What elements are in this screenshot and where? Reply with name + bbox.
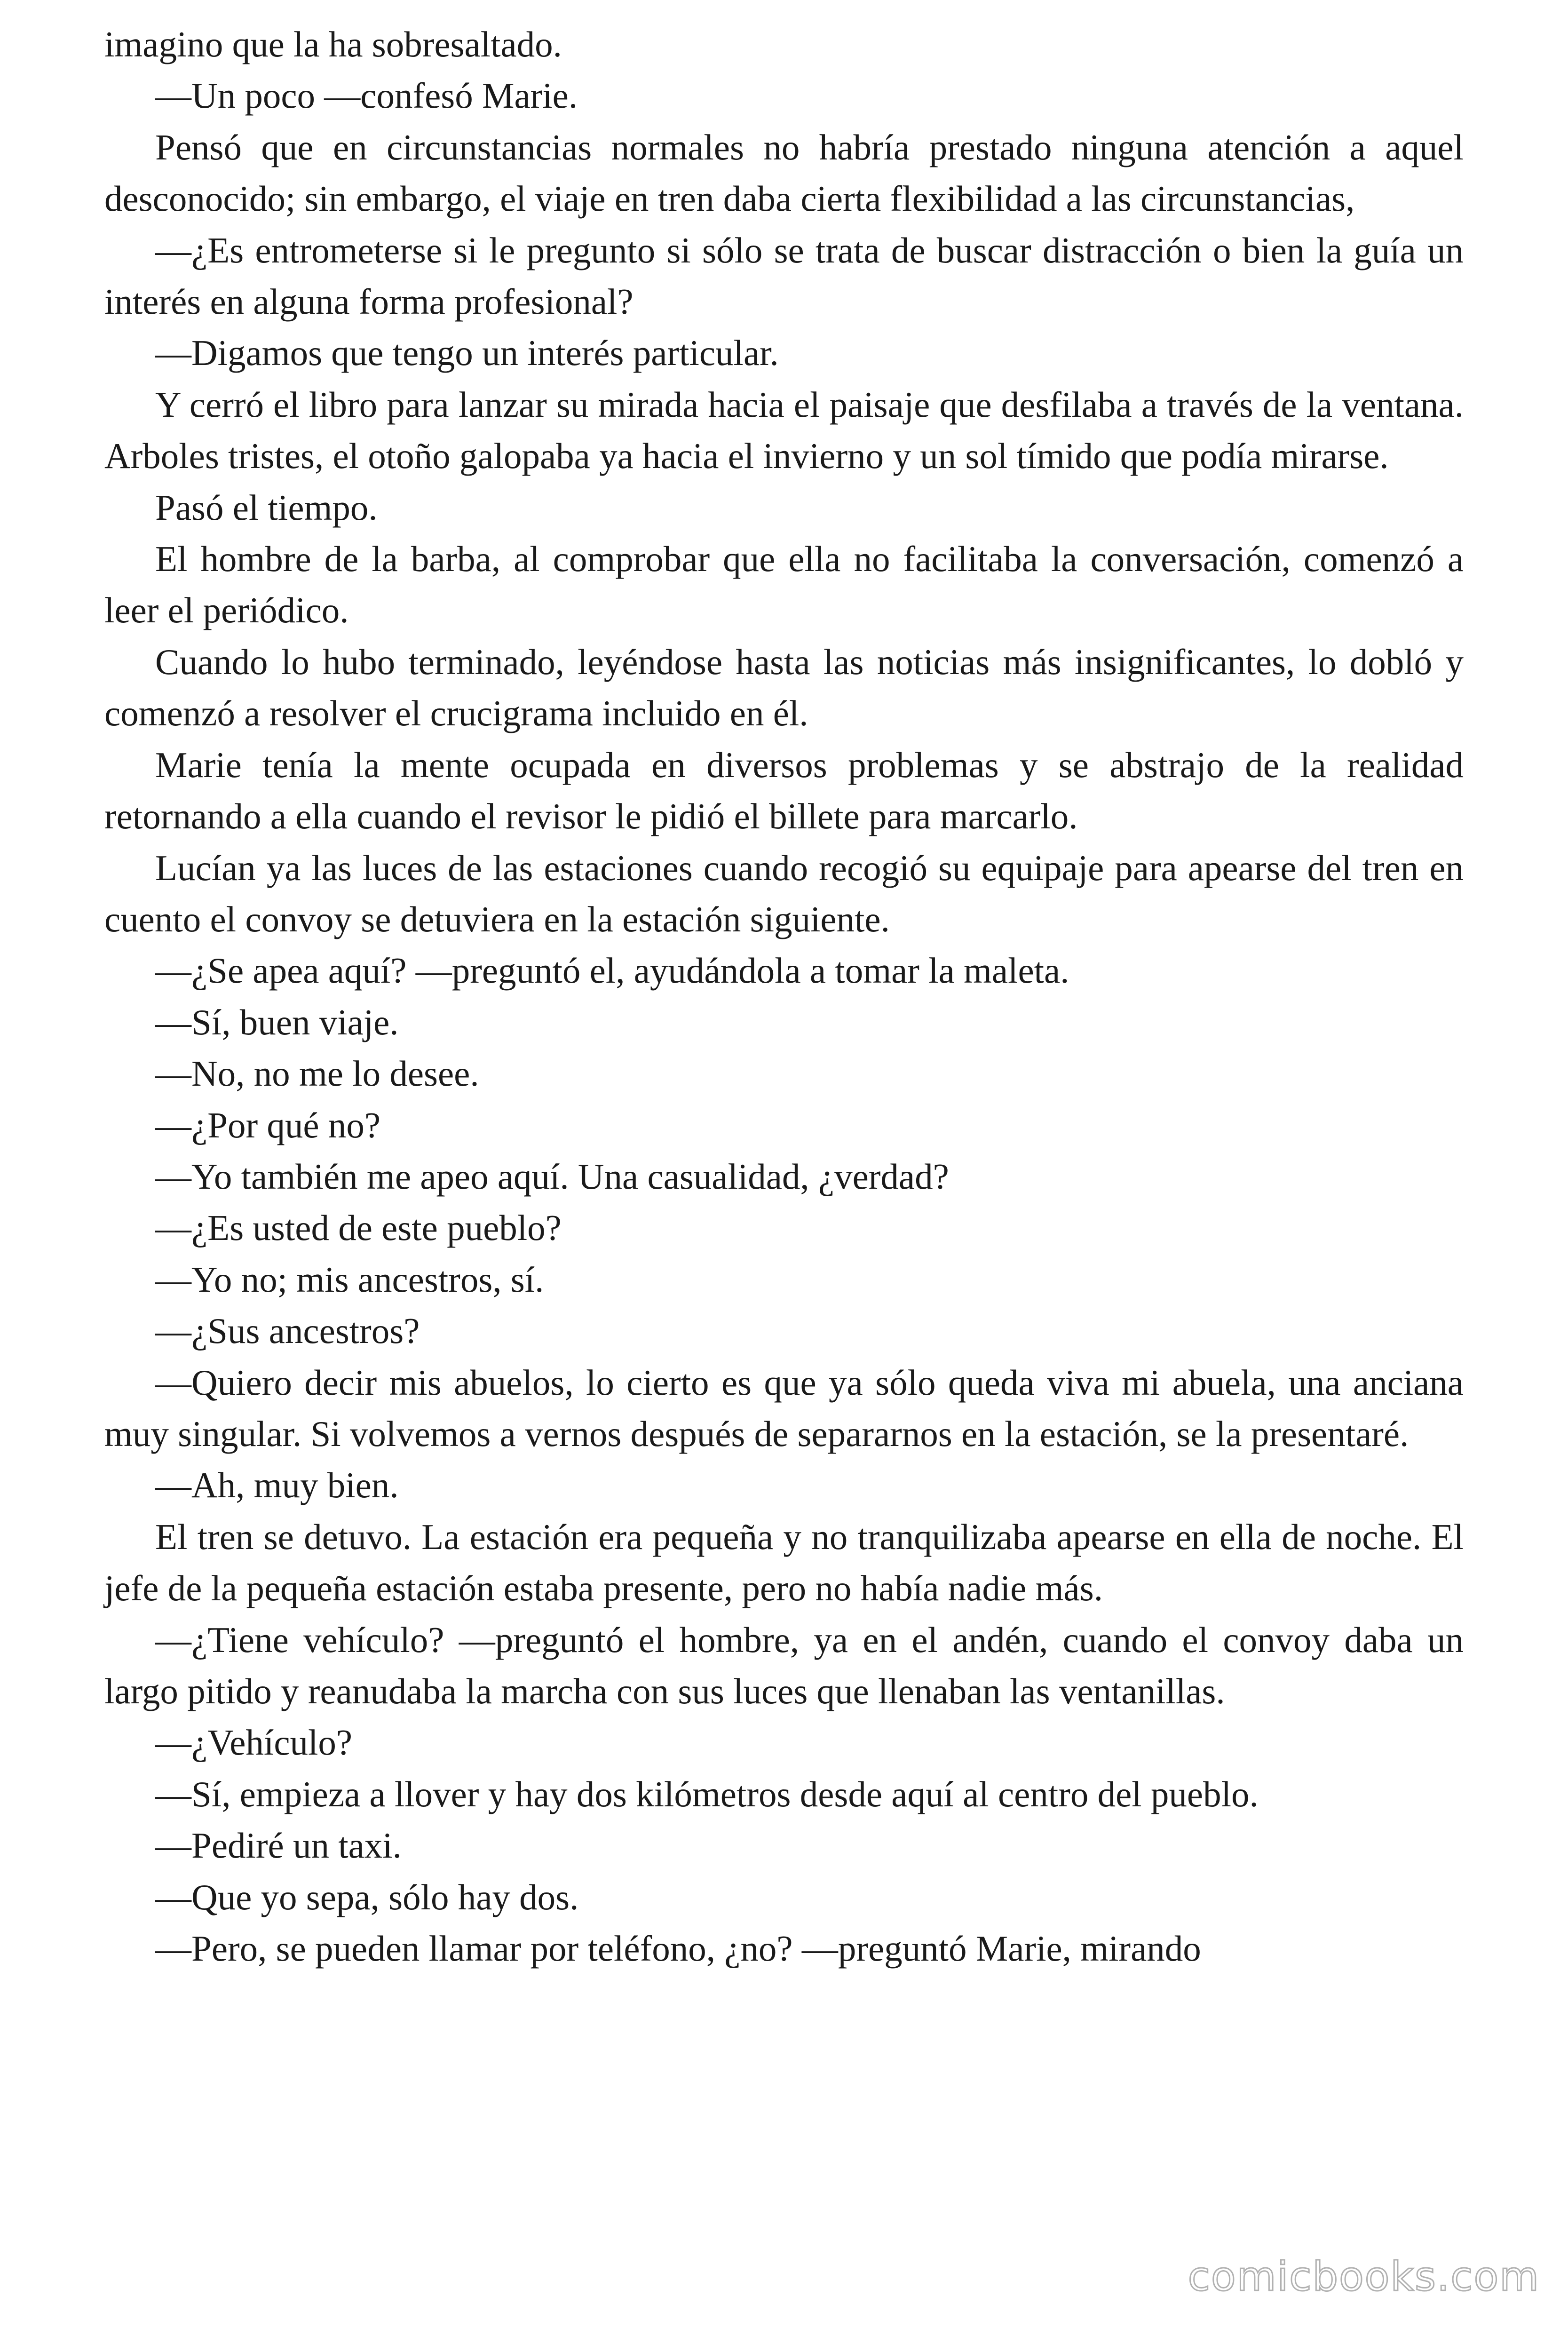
paragraph-14: —No, no me lo desee. bbox=[155, 1053, 479, 1094]
paragraph-18: —Yo no; mis ancestros, sí. bbox=[155, 1259, 544, 1300]
paragraph-10: Marie tenía la mente ocupada en diversos problemas y se abstrajo de la realidad retornando a ella cuando el revisor le pidió el billete para marcarlo. bbox=[104, 744, 1464, 837]
paragraph-11: Lucían ya las luces de las estaciones cuando recogió su equipaje para apearse del tren en cuento el convoy se detuviera en la estación siguiente. bbox=[104, 847, 1464, 939]
page-text bbox=[104, 19, 1464, 1974]
paragraph-13: —Sí, buen viaje. bbox=[155, 1001, 399, 1042]
paragraph-25: —Sí, empieza a llover y hay dos kilómetros desde aquí al centro del pueblo. bbox=[155, 1773, 1259, 1814]
paragraph-16: —Yo también me apeo aquí. Una casualidad, ¿verdad? bbox=[155, 1156, 949, 1197]
paragraph-6: Y cerró el libro para lanzar su mirada hacia el paisaje que desfilaba a través de la ventana. Arboles tristes, el otoño galopaba ya hacia el invierno y un sol tímido que podía mirarse. bbox=[104, 384, 1464, 477]
paragraph-4: —¿Es entrometerse si le pregunto si sólo se trata de buscar distracción o bien la guía un interés en alguna forma profesional? bbox=[104, 230, 1464, 322]
paragraph-15: —¿Por qué no? bbox=[155, 1104, 380, 1145]
paragraph-9: Cuando lo hubo terminado, leyéndose hasta las noticias más insignificantes, lo dobló y comenzó a resolver el crucigrama incluido en él. bbox=[104, 641, 1464, 734]
paragraph-5: —Digamos que tengo un interés particular. bbox=[155, 333, 779, 373]
paragraph-24: —¿Vehículo? bbox=[155, 1722, 353, 1763]
paragraph-22: El tren se detuvo. La estación era pequeña y no tranquilizaba apearse en ella de noche. El jefe de la pequeña estación estaba presente, pero no había nadie más. bbox=[104, 1516, 1464, 1609]
paragraph-27: —Que yo sepa, sólo hay dos. bbox=[155, 1876, 579, 1917]
paragraph-3: Pensó que en circunstancias normales no habría prestado ninguna atención a aquel desconocido; sin embargo, el viaje en tren daba cierta flexibilidad a las circunstancias, bbox=[104, 127, 1464, 219]
watermark: comicbooks.com bbox=[1188, 2253, 1540, 2300]
paragraph-17: —¿Es usted de este pueblo? bbox=[155, 1208, 562, 1248]
paragraph-2: —Un poco —confesó Marie. bbox=[155, 75, 578, 116]
paragraph-8: El hombre de la barba, al comprobar que ella no facilitaba la conversación, comenzó a leer el periódico. bbox=[104, 539, 1464, 631]
paragraph-19: —¿Sus ancestros? bbox=[155, 1311, 420, 1351]
paragraph-23: —¿Tiene vehículo? —preguntó el hombre, ya en el andén, cuando el convoy daba un largo pitido y reanudaba la marcha con sus luces que llenaban las ventanillas. bbox=[104, 1619, 1464, 1711]
paragraph-28: —Pero, se pueden llamar por teléfono, ¿no? —preguntó Marie, mirando bbox=[155, 1928, 1201, 1969]
paragraph-26: —Pediré un taxi. bbox=[155, 1825, 402, 1866]
paragraph-7: Pasó el tiempo. bbox=[155, 487, 378, 528]
paragraph-21: —Ah, muy bien. bbox=[155, 1465, 399, 1506]
paragraph-20: —Quiero decir mis abuelos, lo cierto es que ya sólo queda viva mi abuela, una anciana muy singular. Si volvemos a vernos después de separarnos en la estación, se la presentaré. bbox=[104, 1362, 1464, 1454]
paragraph-12: —¿Se apea aquí? —preguntó el, ayudándola a tomar la maleta. bbox=[155, 950, 1069, 991]
paragraph-1: imagino que la ha sobresaltado. bbox=[104, 24, 562, 64]
